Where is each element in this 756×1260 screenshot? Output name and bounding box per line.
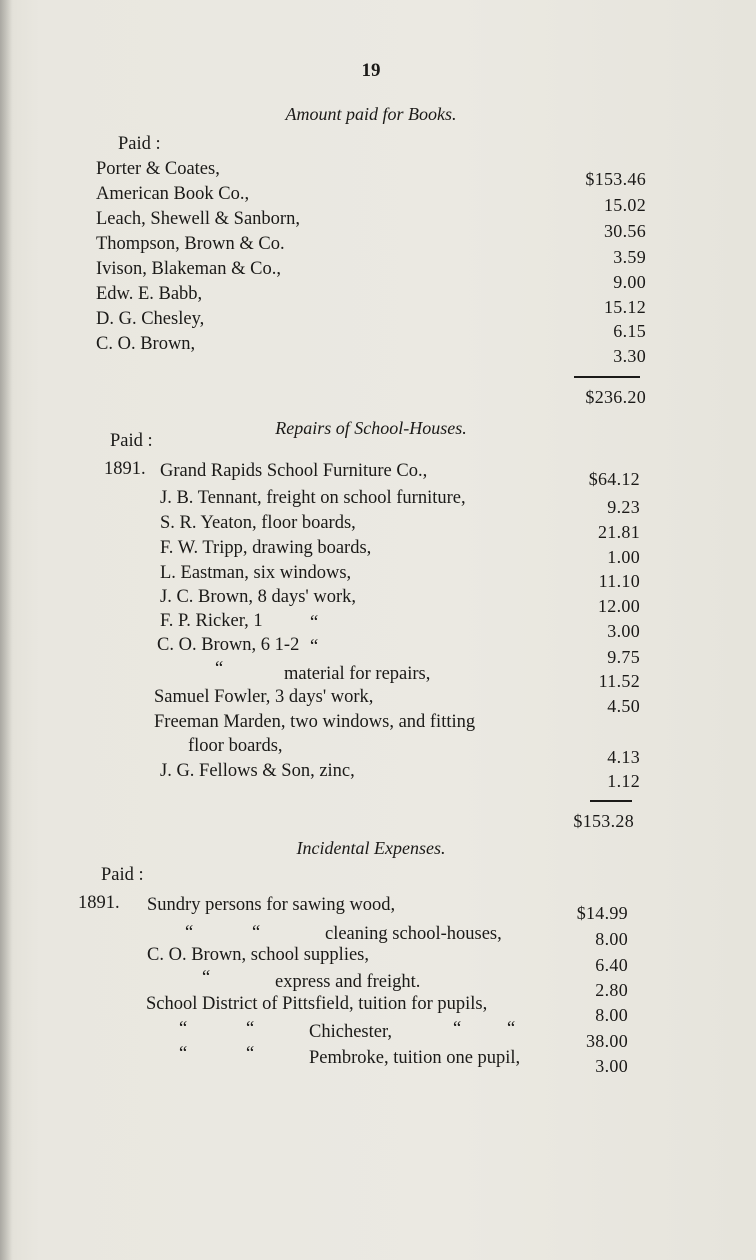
- repairs-ditto: “: [310, 637, 319, 657]
- incidental-heading: Incidental Expenses.: [296, 838, 446, 858]
- books-payee: Thompson, Brown & Co.: [96, 234, 285, 254]
- books-amount: 9.00: [613, 272, 646, 292]
- repairs-total-rule: [590, 800, 632, 802]
- books-total: $236.20: [585, 387, 646, 407]
- repairs-amount: 4.50: [607, 696, 640, 716]
- incidental-line: cleaning school-houses,: [325, 924, 502, 944]
- incidental-amount: 8.00: [595, 929, 628, 949]
- incidental-amount: 2.80: [595, 980, 628, 1000]
- repairs-amount: 3.00: [607, 621, 640, 641]
- incidental-year: 1891.: [78, 893, 120, 913]
- repairs-line: F. P. Ricker, 1: [160, 611, 263, 631]
- incidental-ditto: “: [179, 1044, 188, 1064]
- repairs-line: S. R. Yeaton, floor boards,: [160, 513, 356, 533]
- incidental-ditto: “: [246, 1044, 255, 1064]
- gutter-shadow: [0, 0, 12, 1260]
- repairs-amount: $64.12: [588, 469, 640, 489]
- repairs-ditto: “: [215, 659, 224, 679]
- books-payee: Porter & Coates,: [96, 159, 220, 179]
- books-amount: 15.12: [604, 297, 646, 317]
- repairs-line: Freeman Marden, two windows, and fitting: [154, 712, 476, 732]
- repairs-line: Samuel Fowler, 3 days' work,: [154, 687, 374, 707]
- repairs-ditto: “: [310, 613, 319, 633]
- repairs-line: L. Eastman, six windows,: [160, 563, 352, 583]
- incidental-line: Sundry persons for sawing wood,: [147, 895, 396, 915]
- repairs-paid-label: Paid :: [110, 431, 153, 451]
- incidental-amount: 38.00: [586, 1031, 628, 1051]
- books-paid-label: Paid :: [118, 134, 161, 154]
- books-heading: Amount paid for Books.: [285, 104, 457, 124]
- repairs-line: material for repairs,: [284, 664, 431, 684]
- repairs-amount: 11.10: [598, 571, 640, 591]
- incidental-ditto: “: [185, 923, 194, 943]
- incidental-line: School District of Pittsfield, tuition for pupils,: [146, 994, 488, 1014]
- repairs-line: J. C. Brown, 8 days' work,: [160, 587, 357, 607]
- books-amount: $153.46: [585, 169, 646, 189]
- repairs-total: $153.28: [573, 811, 634, 831]
- books-amount: 15.02: [604, 195, 646, 215]
- incidental-ditto: “: [453, 1019, 462, 1039]
- incidental-amount: $14.99: [576, 903, 628, 923]
- books-amount: 6.15: [613, 321, 646, 341]
- repairs-amount: 9.23: [607, 497, 640, 517]
- repairs-amount: 1.12: [607, 771, 640, 791]
- repairs-amount: 9.75: [607, 647, 640, 667]
- incidental-amount: 8.00: [595, 1005, 628, 1025]
- repairs-year: 1891.: [104, 459, 146, 479]
- repairs-amount: 11.52: [598, 671, 640, 691]
- books-payee: D. G. Chesley,: [96, 309, 205, 329]
- books-amount: 30.56: [604, 221, 646, 241]
- incidental-amount: 6.40: [595, 955, 628, 975]
- repairs-amount: 4.13: [607, 747, 640, 767]
- incidental-paid-label: Paid :: [101, 865, 144, 885]
- incidental-line: express and freight.: [275, 972, 421, 992]
- repairs-line: Grand Rapids School Furniture Co.,: [160, 461, 428, 481]
- incidental-line: Pembroke, tuition one pupil,: [309, 1048, 521, 1068]
- books-total-rule: [574, 376, 640, 378]
- repairs-line: J. G. Fellows & Son, zinc,: [160, 761, 355, 781]
- incidental-ditto: “: [179, 1019, 188, 1039]
- incidental-ditto: “: [202, 968, 211, 988]
- books-payee: American Book Co.,: [96, 184, 250, 204]
- books-payee: Edw. E. Babb,: [96, 284, 203, 304]
- repairs-amount: 12.00: [598, 596, 640, 616]
- incidental-ditto: “: [246, 1019, 255, 1039]
- incidental-ditto: “: [507, 1019, 516, 1039]
- repairs-line: F. W. Tripp, drawing boards,: [160, 538, 372, 558]
- books-amount: 3.30: [613, 346, 646, 366]
- books-payee: Leach, Shewell & Sanborn,: [96, 209, 300, 229]
- repairs-line: J. B. Tennant, freight on school furniture,: [160, 488, 466, 508]
- books-payee: C. O. Brown,: [96, 334, 196, 354]
- repairs-amount: 21.81: [598, 522, 640, 542]
- repairs-line: floor boards,: [188, 736, 283, 756]
- incidental-amount: 3.00: [595, 1056, 628, 1076]
- books-amount: 3.59: [613, 247, 646, 267]
- repairs-amount: 1.00: [607, 547, 640, 567]
- books-payee: Ivison, Blakeman & Co.,: [96, 259, 281, 279]
- incidental-line: Chichester,: [309, 1022, 392, 1042]
- repairs-line: C. O. Brown, 6 1-2: [157, 635, 300, 655]
- incidental-line: C. O. Brown, school supplies,: [147, 945, 369, 965]
- page-number: 19: [361, 60, 381, 81]
- repairs-heading: Repairs of School-Houses.: [275, 418, 467, 438]
- incidental-ditto: “: [252, 923, 261, 943]
